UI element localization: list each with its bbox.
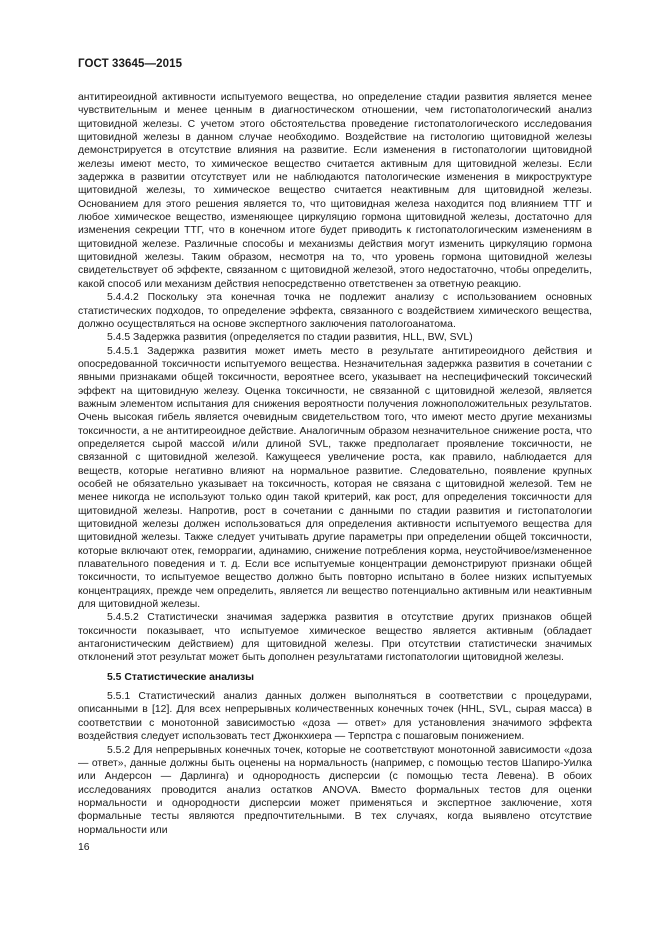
paragraph-5-4-4-2: 5.4.4.2 Поскольку эта конечная точка не подлежит анализу с использованием основных статистических подходов, то определение эффекта, связанного с воздействием химического вещества, должно осуществляться на основе экспертного заключения патологоанатома.: [78, 292, 592, 330]
page-number: 16: [78, 842, 90, 853]
paragraph-5-4-5-2: 5.4.5.2 Статистически значимая задержка развития в отсутствие других признаков общей токсичности показывает, что испытуемое химическое вещество является активным (обладает антагонистическим действием) для щитовидной железы. При отсутствии статистически значимых отклонений этот результат может быть дополнен результатами гистопатологии щитовидной железы.: [78, 612, 592, 664]
paragraph-5-5-2: 5.5.2 Для непрерывных конечных точек, которые не соответствуют монотонной зависимости «доза — ответ», данные должны быть оценены на нормальность (например, с помощью тестов Шапиро-Уилка или Андерсон — Дарлинга) и однородность дисперсии (с помощью теста Левена). В обоих исследованиях проводится анализ остатков ANOVA. Вместо формальных тестов для оценки нормальности и однородности дисперсии может применяться и экспертное заключение, хотя формальные тесты являются предпочтительными. В тех случаях, когда выявлено отсутствие нормальности или: [78, 744, 592, 836]
document-body: [78, 91, 592, 837]
paragraph-5-5-1: 5.5.1 Статистический анализ данных должен выполняться в соответствии с процедурами, описанными в [12]. Для всех непрерывных количественных конечных точек (HHL, SVL, сырая масса) в соответствии с монотонной зависимостью «доза — ответ» для установления значимого эффекта воздействия следует использовать тест Джонкхиера — Терпстра с пошаговым понижением.: [78, 691, 592, 743]
section-heading-5-5: 5.5 Статистические анализы: [107, 671, 255, 683]
paragraph-5-4-5: 5.4.5 Задержка развития (определяется по стадии развития, HLL, BW, SVL): [107, 332, 473, 344]
paragraph-thyroid-histopathology: антитиреоидной активности испытуемого вещества, но определение стадии развития является менее чувствительным и менее ценным в диагностическом отношении, чем гистопатологический анализ щитовидной железы. С учетом этого обстоятельства проведение гистопатологического исследования щитовидной железы в данном случае необходимо. Воздействие на гистологию щитовидной железы демонстрируется в отсутствие влияния на развитие. Если изменения в гистопатологии щитовидной железы имеют место, то химическое вещество считается активным для щитовидной железы. Если задержка в развитии отсутствует или не наблюдаются патологические изменения в микроструктуре щитовидной железы, то химическое вещество считается неактивным для щитовидной железы. Основанием для этого решения является то, что щитовидная железа находится под влиянием ТТГ и любое химическое вещество, изменяющее циркуляцию гормона щитовидной железы, достаточно для изменения секреции ТТГ, что в конечном итоге будет приводить к гистопатологическим изменениям в щитовидной железе. Различные способы и механизмы действия могут изменить циркуляцию гормона щитовидной железы. Таким образом, несмотря на то, что уровень гормона щитовидной железы свидетельствует об эффекте, связанном с щитовидной железой, этого недостаточно, чтобы определить, какой способ или механизм действия непосредственно ответственен за ответную реакцию.: [78, 92, 592, 290]
document-header: ГОСТ 33645—2015: [78, 58, 183, 70]
paragraph-5-4-5-1: 5.4.5.1 Задержка развития может иметь место в результате антитиреоидного действия и опосредованной токсичности испытуемого вещества. Незначительная задержка развития в сочетании с явными признаками общей токсичности, вероятнее всего, указывает на неспецифический токсический эффект на щитовидную железу. Оценка токсичности, не связанной с щитовидной железой, является важным элементом испытания для снижения вероятности получения ложноположительных результатов. Очень высокая гибель является очевидным свидетельством того, что имеют место другие механизмы токсичности, а не антитиреоидное действие. Аналогичным образом незначительное снижение роста, что определяется сырой массой и/или длиной SVL, также предполагает проявление токсичности, не связанной с щитовидной железой. Кажущееся увеличение роста, как правило, наблюдается для веществ, которые негативно влияют на нормальное развитие. Следовательно, появление крупных особей не обязательно указывает на токсичность, которая не связана с щитовидной железой. Тем не менее никогда не используют только один такой критерий, как рост, для определения токсичности для щитовидной железы. Напротив, рост в сочетании с данными по стадии развития и гистопатологии щитовидной железы должен использоваться для определения активности испытуемого вещества для щитовидной железы. Также следует учитывать другие параметры при определении общей токсичности, которые включают отек, геморрагии, адинамию, снижение потребления корма, неустойчивое/измененное плавательного поведения и т. д. Если все испытуемые концентрации демонстрируют признаки общей токсичности, то испытуемое вещество должно быть повторно испытано в более низких испытуемых концентрациях, прежде чем определить, является ли вещество потенциально активным или неактивным для щитовидной железы.: [78, 345, 592, 611]
